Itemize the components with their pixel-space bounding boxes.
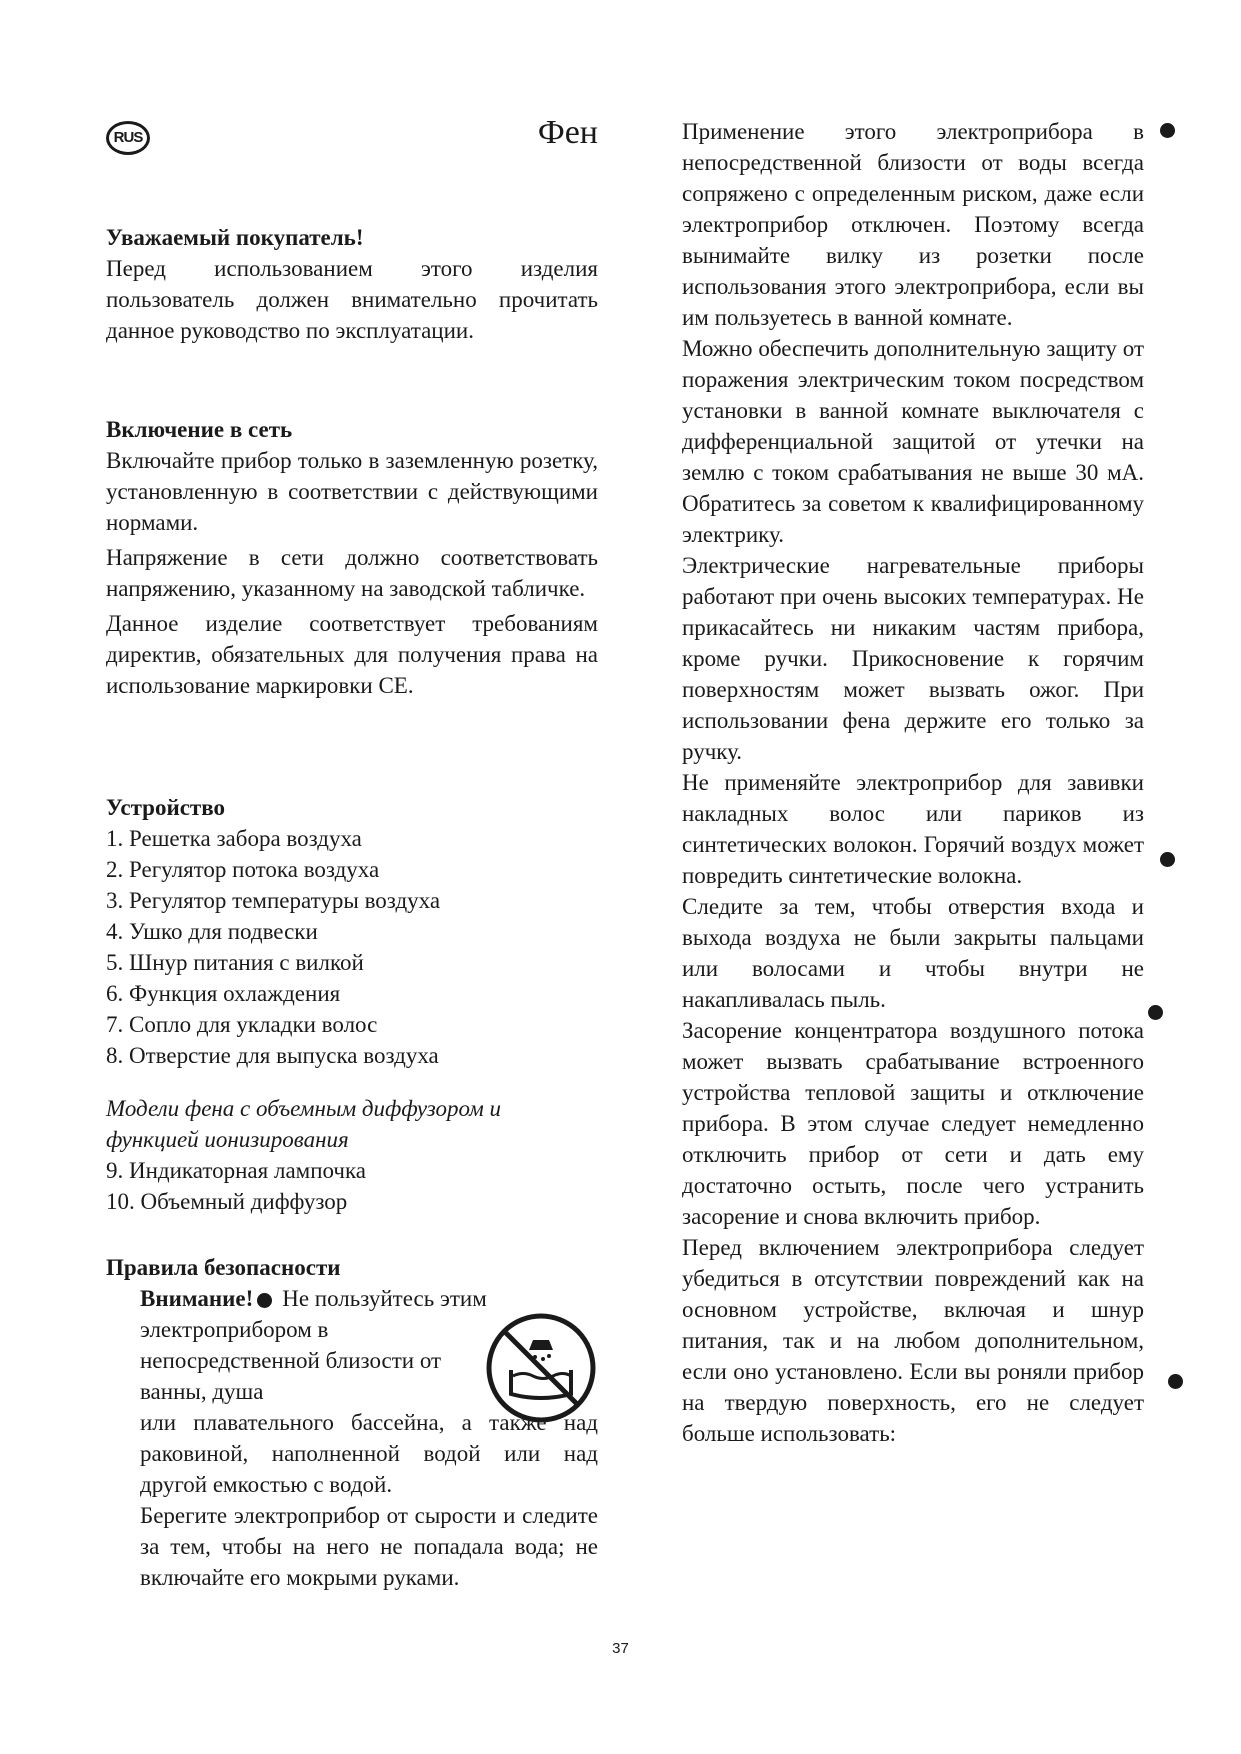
right-paragraph-3: Электрические нагревательные приборы работают при очень высоких температурах. Не прикасайтесь ни никаким частям прибора, кроме ручки. Прикосновение к горячим поверхностям может вызвать ожог. При использовании фена держите его только за ручку.: [682, 553, 1144, 764]
list-item: 7. Сопло для укладки волос: [106, 1012, 378, 1037]
list-item: 1. Решетка забора воздуха: [106, 826, 362, 851]
device-extra-list: [106, 1155, 598, 1217]
right-paragraph-4: Не применяйте электроприбор для завивки накладных волос или париков из синтетических волокон. Горячий воздух может повредить синтетические волокна.: [682, 770, 1144, 888]
page-number: 37: [612, 1640, 629, 1657]
page-title: Фен: [537, 114, 598, 151]
list-item: 5. Шнур питания с вилкой: [106, 950, 364, 975]
power-heading: Включение в сеть: [106, 417, 293, 442]
greeting-heading: Уважаемый покупатель!: [106, 225, 364, 250]
list-item: 8. Отверстие для выпуска воздуха: [106, 1043, 439, 1068]
device-heading: Устройство: [106, 795, 225, 820]
no-bath-warning-icon: [483, 1310, 599, 1426]
device-parts-list: [106, 823, 598, 1071]
warning-text-3: Берегите электроприбор от сырости и следите за тем, чтобы на него не попадала вода; не включайте его мокрыми руками.: [140, 1503, 598, 1590]
power-paragraph-2: Напряжение в сети должно соответствовать напряжению, указанному на заводской табличке.: [106, 545, 598, 601]
bullet-icon: [1160, 123, 1175, 138]
greeting-text: Перед использованием этого изделия пользователь должен внимательно прочитать данное руководство по эксплуатации.: [106, 256, 598, 343]
warning-text-1: Не пользуйтесь этим электроприбором в непосредственной близости от ванны, душа: [140, 1286, 487, 1404]
bullet-icon: [1168, 1374, 1183, 1389]
models-note: Модели фена с объемным диффузором и функцией ионизирования: [106, 1096, 502, 1152]
warning-label: Внимание!: [140, 1286, 254, 1311]
list-item: 2. Регулятор потока воздуха: [106, 857, 380, 882]
bullet-icon: [257, 1293, 272, 1308]
language-badge: RUS: [106, 121, 150, 155]
right-paragraph-6: Засорение концентратора воздушного потока может вызвать срабатывание встроенного устройства тепловой защиты и отключение прибора. В этом случае следует немедленно отключить прибор от сети и дать ему достаточно остыть, после чего устранить засорение и снова включить прибор.: [682, 1018, 1144, 1229]
right-column: [682, 116, 1144, 1449]
power-section: [106, 414, 598, 701]
list-item: 3. Регулятор температуры воздуха: [106, 888, 441, 913]
right-paragraph-1: Применение этого электроприбора в непосредственной близости от воды всегда сопряжено с определенным риском, даже если электроприбор отключен. Поэтому всегда вынимайте вилку из розетки после использования этого электроприбора, если вы им пользуетесь в ванной комнате.: [682, 119, 1144, 330]
device-section: [106, 792, 598, 1217]
bullet-icon: [1148, 1005, 1163, 1020]
warning-text-2: или плавательного бассейна, а также над раковиной, наполненной водой или над другой емкостью с водой.: [140, 1410, 598, 1497]
greeting-section: [106, 222, 598, 346]
right-paragraph-5: Следите за тем, чтобы отверстия входа и выхода воздуха не были закрыты пальцами или волосами и чтобы внутри не накапливалась пыль.: [682, 894, 1144, 1012]
safety-heading: Правила безопасности: [106, 1255, 341, 1280]
power-paragraph-1: Включайте прибор только в заземленную розетку, установленную в соответствии с действующими нормами.: [106, 448, 598, 535]
list-item: 9. Индикаторная лампочка: [106, 1158, 367, 1183]
list-item: 6. Функция охлаждения: [106, 981, 341, 1006]
list-item: 10. Объемный диффузор: [106, 1189, 348, 1214]
right-paragraph-7: Перед включением электроприбора следует убедиться в отсутствии повреждений как на основном устройстве, включая и шнур питания, так и на любом дополнительном, если оно установлено. Если вы роняли прибор на твердую поверхность, его не следует больше использовать:: [682, 1235, 1144, 1446]
power-paragraph-3: Данное изделие соответствует требованиям директив, обязательных для получения права на использование маркировки CE.: [106, 611, 598, 698]
list-item: 4. Ушко для подвески: [106, 919, 318, 944]
bullet-icon: [1160, 852, 1175, 867]
right-paragraph-2: Можно обеспечить дополнительную защиту от поражения электрическим током посредством установки в ванной комнате выключателя с дифференциальной защитой от утечки на землю с током срабатывания не выше 30 мА. Обратитесь за советом к квалифицированному электрику.: [682, 336, 1144, 547]
